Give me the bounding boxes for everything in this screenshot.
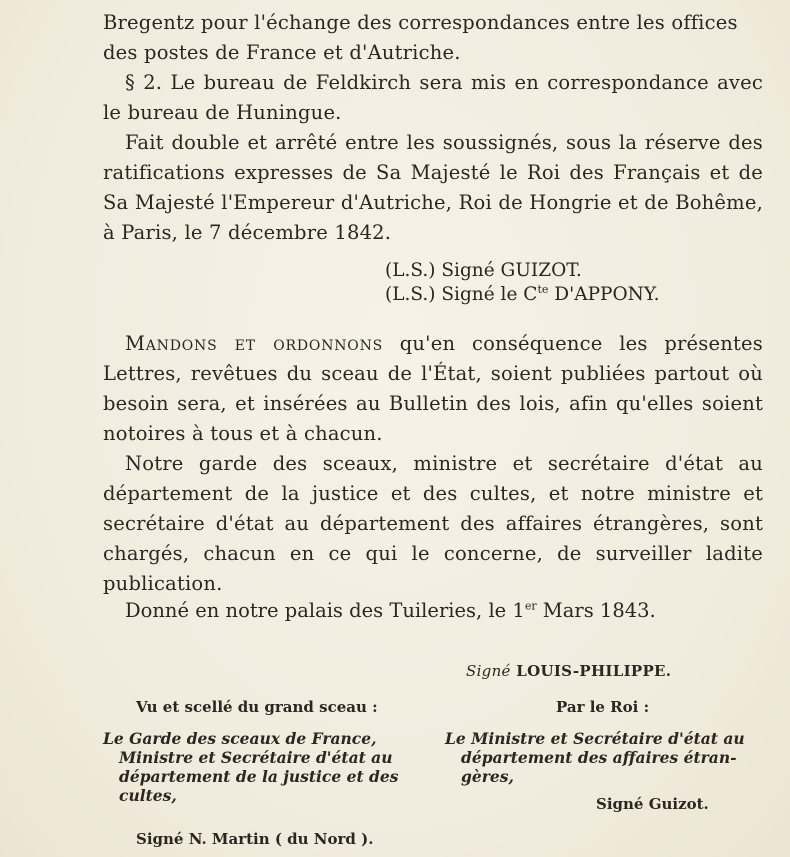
- given-sup: er: [524, 599, 537, 613]
- left-line: cultes,: [119, 786, 177, 805]
- intro-line-1: Bregentz pour l'échange des correspondances entre les offices: [103, 11, 738, 34]
- treaty-text: [103, 8, 763, 248]
- made-in-double-paragraph: Fait double et arrêté entre les soussignés, sous la réserve des ratifications expresses de Sa Majesté le Roi des Français et de Sa Majesté l'Empereur d'Autriche, Roi de Hongrie et de Bohême, à Paris, le 7 décembre 1842.: [103, 131, 763, 244]
- orders-lead: Mandons et ordonnons: [125, 332, 384, 355]
- orders-body: qu'en conséquence les présentes Lettres, revêtues du sceau de l'État, soient publiées partout où besoin sera, et insérées au Bulletin des lois, afin qu'elles soient notoires à tous et à chacun.: [103, 332, 763, 445]
- left-line: Ministre et Secrétaire d'état au: [119, 748, 393, 767]
- left-line: département de la justice et des: [119, 767, 399, 786]
- section-2-paragraph: § 2. Le bureau de Feldkirch sera mis en correspondance avec le bureau de Huningue.: [103, 71, 763, 124]
- intro-line-2: des postes de France et d'Autriche.: [103, 41, 461, 64]
- promulgation-text: [103, 329, 763, 599]
- right-heading: Par le Roi :: [556, 698, 650, 716]
- king-name: LOUIS-PHILIPPE.: [510, 662, 672, 680]
- right-line: département des affaires étran-: [461, 748, 737, 767]
- signature-guizot: (L.S.) Signé GUIZOT.: [385, 260, 582, 281]
- right-countersign-block: [445, 729, 765, 786]
- signature-appony: [385, 283, 660, 307]
- signature-appony-suffix: D'APPONY.: [548, 284, 660, 305]
- right-line: gères,: [461, 767, 514, 786]
- left-heading: Vu et scellé du grand sceau :: [136, 698, 378, 716]
- left-countersign-block: [103, 729, 436, 805]
- given-prefix: Donné en notre palais des Tuileries, le 1: [125, 599, 525, 622]
- signature-appony-prefix: (L.S.) Signé le C: [385, 284, 538, 305]
- right-line: Le Ministre et Secrétaire d'état au: [445, 729, 745, 748]
- charge-paragraph: Notre garde des sceaux, ministre et secrétaire d'état au département de la justice et des cultes, et notre ministre et secrétaire d'état au département des affaires étrangères, sont chargés, chacun en ce qui le concerne, de surveiller ladite publication.: [103, 452, 763, 595]
- king-signature: [466, 662, 671, 680]
- signature-appony-sup: te: [537, 282, 549, 296]
- orders-paragraph: [103, 329, 763, 449]
- left-signature-martin: Signé N. Martin ( du Nord ).: [136, 830, 374, 848]
- given-suffix: Mars 1843.: [536, 599, 656, 622]
- left-line: Le Garde des sceaux de France,: [103, 729, 377, 748]
- right-signature-guizot: Signé Guizot.: [596, 795, 709, 813]
- king-signe: Signé: [466, 662, 511, 680]
- given-date-line: [103, 596, 763, 626]
